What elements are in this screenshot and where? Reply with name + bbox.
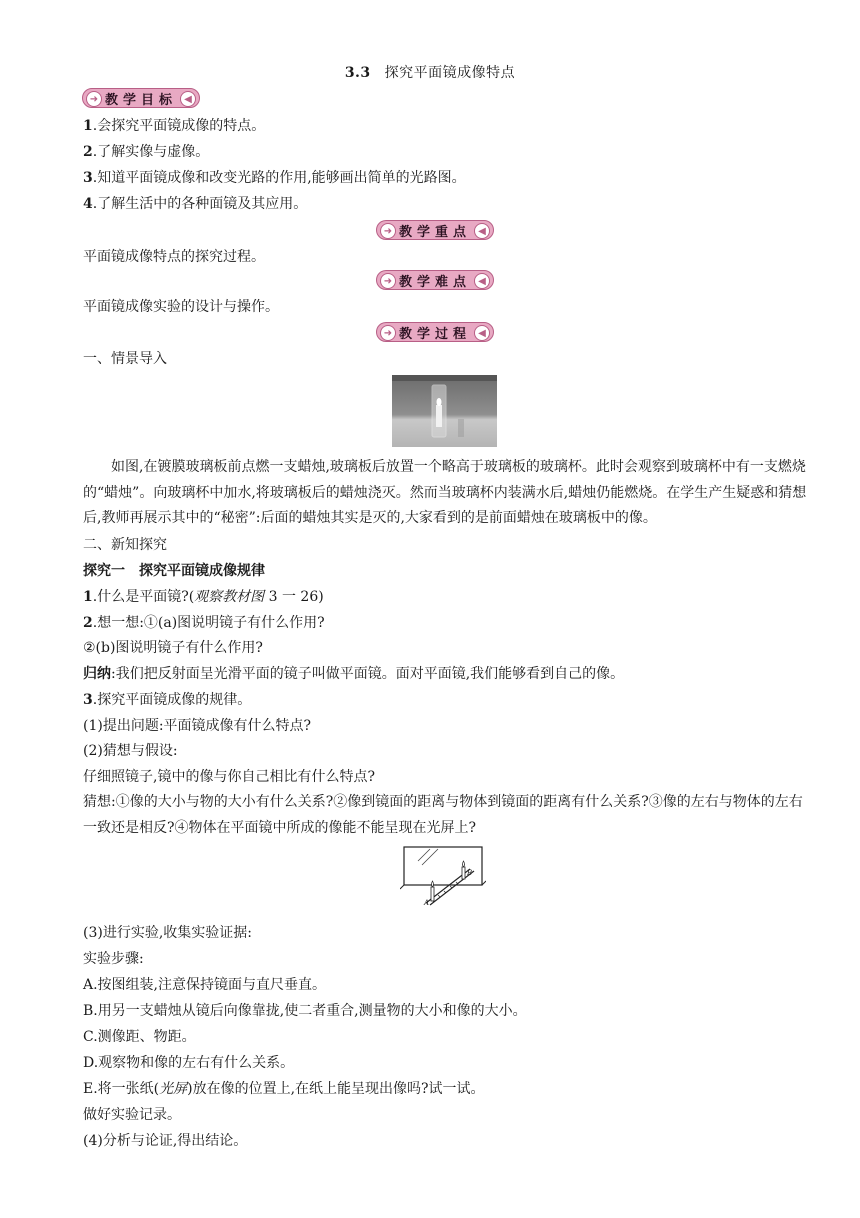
explore-heading: 探究一 探究平面镜成像规律: [83, 563, 265, 579]
arrow-right-icon: ➜: [380, 273, 396, 289]
objectives-badge-label: 教学目标: [105, 92, 178, 108]
section-heading-new: 二、新知探究: [83, 537, 167, 553]
step-item-e: E.将一张纸(光屏)放在像的位置上,在纸上能呈现出像吗?试一试。: [83, 1081, 485, 1097]
step-3: (3)进行实验,收集实验证据:: [83, 925, 252, 941]
section-heading-intro: 一、情景导入: [83, 351, 167, 367]
section-number: 3.3: [344, 65, 371, 81]
label-b: B: [467, 869, 473, 877]
question-2: 2.想一想:①(a)图说明镜子有什么作用?: [83, 615, 325, 631]
objective-item: 4.了解生活中的各种面镜及其应用。: [83, 196, 308, 212]
mirror-experiment-diagram: [400, 845, 486, 907]
arrow-left-icon: ◀: [474, 325, 490, 341]
arrow-left-icon: ◀: [180, 91, 196, 107]
arrow-right-icon: ➜: [380, 223, 396, 239]
objective-item: 2.了解实像与虚像。: [83, 144, 210, 160]
arrow-left-icon: ◀: [474, 273, 490, 289]
step-2-detail: 仔细照镜子,镜中的像与你自己相比有什么特点?: [83, 769, 375, 785]
process-badge-label: 教学过程: [399, 326, 472, 342]
step-item: C.测像距、物距。: [83, 1029, 196, 1045]
step-1: (1)提出问题:平面镜成像有什么特点?: [83, 718, 312, 734]
step-item: D.观察物和像的左右有什么关系。: [83, 1055, 295, 1071]
steps-title: 实验步骤:: [83, 951, 144, 967]
difficulties-badge-label: 教学难点: [399, 274, 472, 290]
intro-paragraph: 如图,在镀膜玻璃板前点燃一支蜡烛,玻璃板后放置一个略高于玻璃板的玻璃杯。此时会观察到玻璃杯中有一支燃烧的“蜡烛”。向玻璃杯中加水,将玻璃板后的蜡烛浇灭。然而当玻璃杯内装满水后,蜡烛仍能燃烧。在学生产生疑惑和猜想后,教师再展示其中的“秘密”:后面的蜡烛其实是灭的,大家看到的是前面蜡烛在玻璃板中的像。: [83, 459, 807, 526]
difficulty-text: 平面镜成像实验的设计与操作。: [83, 299, 279, 315]
step-2: (2)猜想与假设:: [83, 743, 178, 759]
question-2b: ②(b)图说明镜子有什么作用?: [83, 640, 263, 656]
arrow-right-icon: ➜: [380, 325, 396, 341]
label-a: A: [424, 899, 430, 907]
arrow-right-icon: ➜: [86, 91, 102, 107]
section-title: 探究平面镜成像特点: [384, 65, 516, 81]
step-4: (4)分析与论证,得出结论。: [83, 1133, 248, 1149]
key-points-badge-label: 教学重点: [399, 224, 472, 240]
record-note: 做好实验记录。: [83, 1107, 181, 1123]
difficulties-badge: [376, 270, 494, 290]
page-title: [0, 62, 860, 82]
question-3: 3.探究平面镜成像的规律。: [83, 692, 252, 708]
key-point-text: 平面镜成像特点的探究过程。: [83, 249, 265, 265]
objective-item: 1.会探究平面镜成像的特点。: [83, 118, 266, 134]
process-badge: [376, 322, 494, 342]
objective-item: 3.知道平面镜成像和改变光路的作用,能够画出简单的光路图。: [83, 170, 466, 186]
candle-glass-photo: [392, 375, 497, 447]
step-item: B.用另一支蜡烛从镜后向像靠拢,使二者重合,测量物的大小和像的大小。: [83, 1003, 527, 1019]
step-item: A.按图组装,注意保持镜面与直尺垂直。: [83, 977, 327, 993]
objectives-badge: [82, 88, 200, 108]
question-1: 1.什么是平面镜?(观察教材图 3 一 26): [83, 589, 324, 605]
arrow-left-icon: ◀: [474, 223, 490, 239]
key-points-badge: [376, 220, 494, 240]
summary: 归纳:我们把反射面呈光滑平面的镜子叫做平面镜。面对平面镜,我们能够看到自己的像。: [83, 666, 625, 682]
guess-paragraph: 猜想:①像的大小与物的大小有什么关系?②像到镜面的距离与物体到镜面的距离有什么关系?③像的左右与物体的左右一致还是相反?④物体在平面镜中所成的像能不能呈现在光屏上?: [83, 794, 803, 836]
